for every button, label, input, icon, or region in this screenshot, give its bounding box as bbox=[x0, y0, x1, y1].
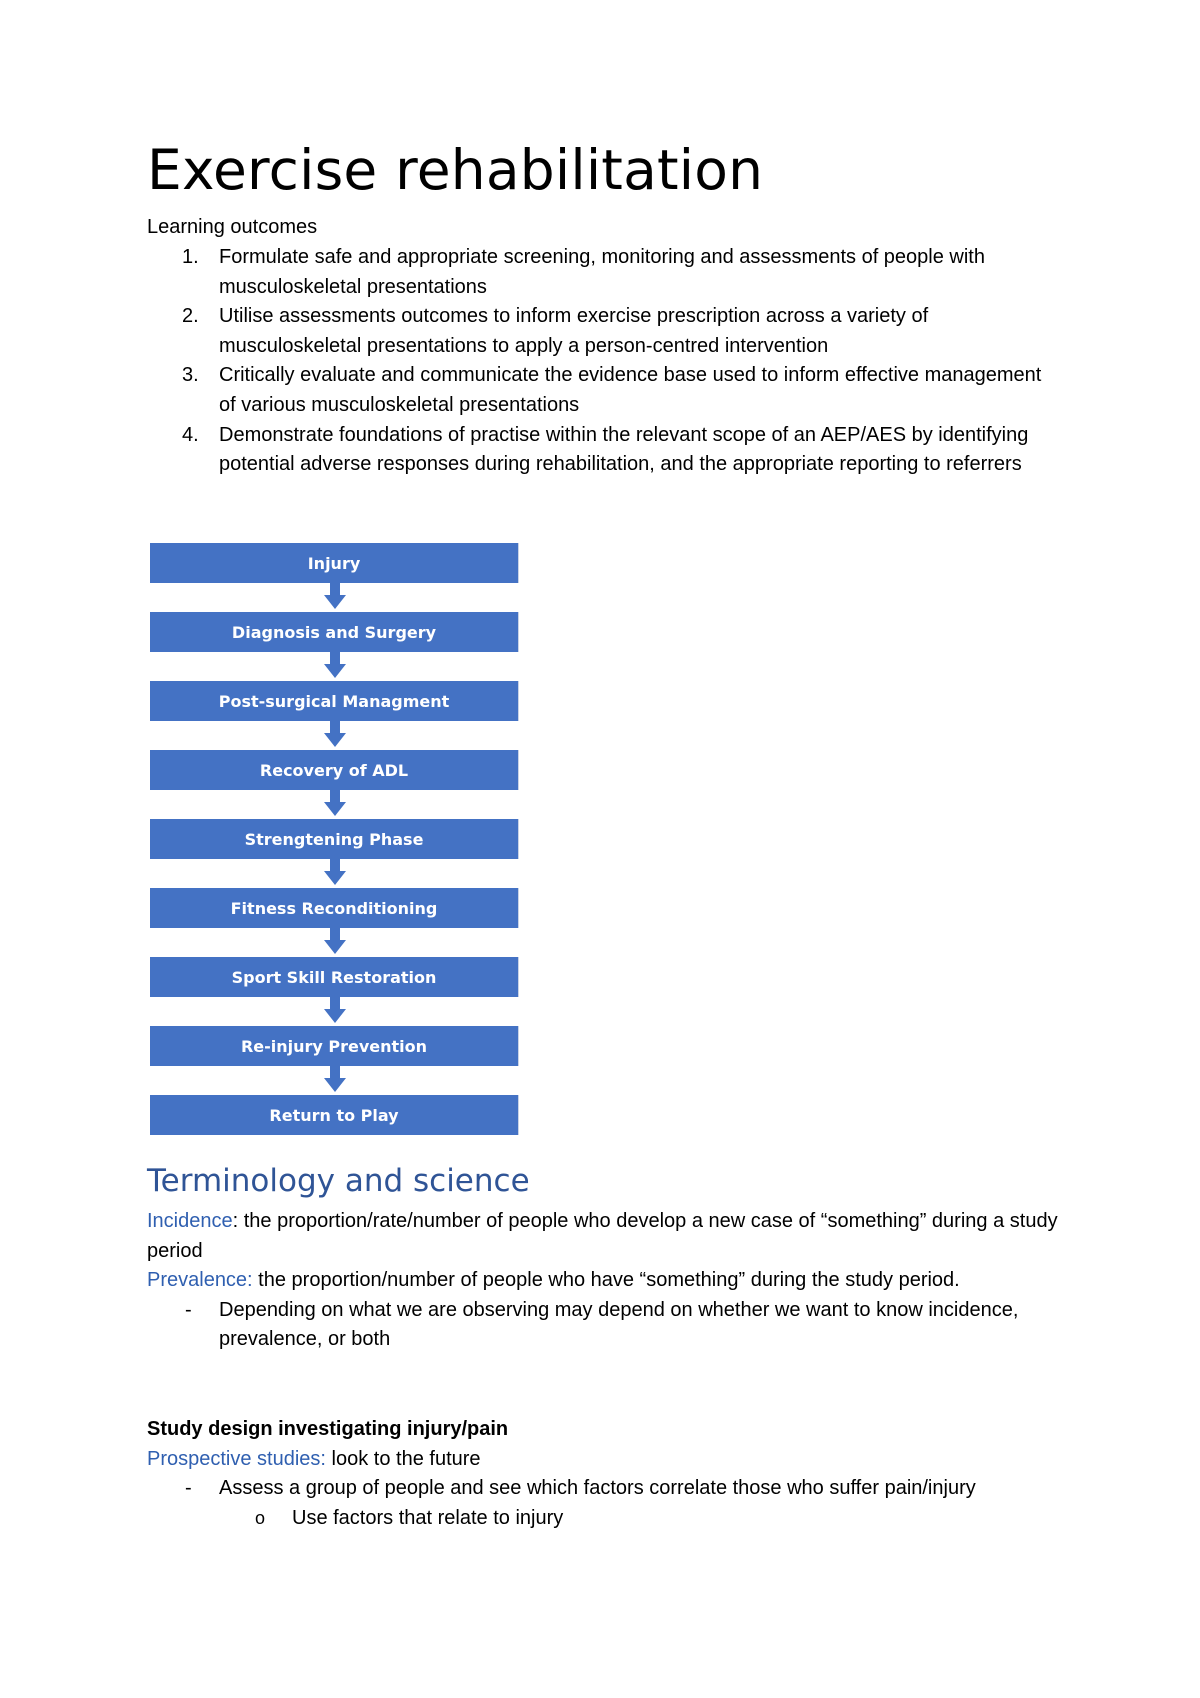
prospective-definition bbox=[147, 1445, 1067, 1475]
rehabilitation-flowchart bbox=[150, 543, 519, 1135]
list-item bbox=[147, 1296, 1067, 1355]
list-item-text: Utilise assessments outcomes to inform exercise prescription across a variety of musculoskeletal presentations to apply a person-centred intervention bbox=[219, 305, 929, 357]
list-number: 1. bbox=[182, 246, 199, 268]
prospective-text: look to the future bbox=[325, 1447, 481, 1470]
incidence-definition bbox=[147, 1207, 1067, 1266]
list-item-text: Assess a group of people and see which factors correlate those who suffer pain/injury bbox=[219, 1477, 976, 1500]
terminology-heading: Terminology and science bbox=[147, 1163, 530, 1199]
arrow-down-icon bbox=[324, 577, 346, 609]
arrow-down-icon bbox=[324, 853, 346, 885]
incidence-text: : the proportion/rate/number of people who develop a new case of “something” during a study period bbox=[147, 1210, 1058, 1262]
flow-step-fitness: Fitness Reconditioning bbox=[150, 888, 519, 928]
arrow-down-icon bbox=[324, 991, 346, 1023]
arrow-down-icon bbox=[324, 922, 346, 954]
prospective-term: Prospective studies: bbox=[147, 1447, 326, 1470]
list-item-text: Formulate safe and appropriate screening, monitoring and assessments of people with musculoskeletal presentations bbox=[219, 246, 985, 298]
flow-connector bbox=[150, 997, 519, 1026]
arrow-down-icon bbox=[324, 1060, 346, 1092]
list-number: 3. bbox=[182, 364, 199, 387]
list-item-text: Use factors that relate to injury bbox=[292, 1506, 564, 1529]
list-item bbox=[147, 421, 1047, 480]
dash-bullet: - bbox=[185, 1298, 192, 1321]
list-item bbox=[147, 1504, 1067, 1534]
study-design-heading: Study design investigating injury/pain bbox=[147, 1418, 509, 1440]
flow-step-sport-skill: Sport Skill Restoration bbox=[150, 957, 519, 997]
flow-connector bbox=[150, 790, 519, 819]
study-design-section bbox=[147, 1415, 1067, 1533]
prevalence-definition bbox=[147, 1266, 1067, 1296]
arrow-down-icon bbox=[324, 646, 346, 678]
arrow-down-icon bbox=[324, 784, 346, 816]
learning-outcomes-label: Learning outcomes bbox=[147, 216, 318, 238]
study-design-bullets bbox=[147, 1474, 1067, 1504]
flow-step-diagnosis: Diagnosis and Surgery bbox=[150, 612, 519, 652]
document-title: Exercise rehabilitation bbox=[147, 138, 764, 202]
terminology-notes bbox=[147, 1296, 1067, 1355]
flow-connector bbox=[150, 583, 519, 612]
flow-step-recovery-adl: Recovery of ADL bbox=[150, 750, 519, 790]
flow-connector bbox=[150, 721, 519, 750]
prevalence-text: the proportion/number of people who have “something” during the study period. bbox=[252, 1269, 960, 1292]
list-item bbox=[147, 302, 1047, 361]
dash-bullet: - bbox=[185, 1477, 192, 1500]
flow-step-post-surgical: Post-surgical Managment bbox=[150, 681, 519, 721]
flow-connector bbox=[150, 1066, 519, 1095]
list-item-text: Demonstrate foundations of practise within the relevant scope of an AEP/AES by identifying potential adverse responses during rehabilitation, and the appropriate reporting to referrers bbox=[219, 423, 1029, 476]
flow-connector bbox=[150, 652, 519, 681]
flow-connector bbox=[150, 928, 519, 957]
flow-step-injury: Injury bbox=[150, 543, 519, 583]
list-item bbox=[147, 1474, 1067, 1504]
list-item-text: Critically evaluate and communicate the evidence base used to inform effective management of various musculoskeletal presentations bbox=[219, 364, 1042, 416]
circle-bullet: o bbox=[255, 1507, 266, 1528]
flow-step-strengthening: Strengtening Phase bbox=[150, 819, 519, 859]
flow-connector bbox=[150, 859, 519, 888]
flow-step-reinjury-prevention: Re-injury Prevention bbox=[150, 1026, 519, 1066]
flow-step-return-to-play: Return to Play bbox=[150, 1095, 519, 1135]
list-number: 2. bbox=[182, 305, 199, 328]
learning-outcomes-list bbox=[147, 243, 1047, 480]
terminology-section bbox=[147, 1207, 1067, 1355]
list-number: 4. bbox=[182, 423, 199, 446]
list-item-text: Depending on what we are observing may depend on whether we want to know incidence, prevalence, or both bbox=[219, 1298, 1019, 1351]
list-item bbox=[147, 243, 1047, 302]
study-design-sub-bullets bbox=[147, 1504, 1067, 1534]
incidence-term: Incidence bbox=[147, 1210, 233, 1232]
prevalence-term: Prevalence: bbox=[147, 1269, 253, 1292]
list-item bbox=[147, 361, 1047, 420]
arrow-down-icon bbox=[324, 715, 346, 747]
